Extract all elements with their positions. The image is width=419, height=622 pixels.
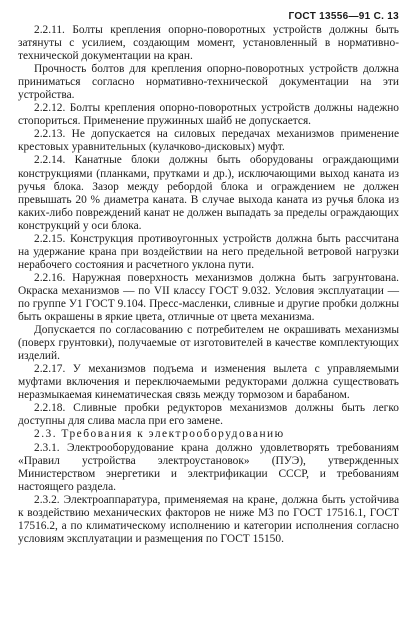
paragraph-2-2-14: 2.2.14. Канатные блоки должны быть оборудованы ограждающими конструкциями (планками, прутками и др.), исключающими выход каната из ручья блока. Зазор между ребордой блока и ограждением не должен превышать 20 % диаметра каната. В случае выхода каната из ручья блока из каких-либо повреждений канат не должен выпадать за пределы ограждающих конструкций у оси блока. <box>18 154 399 232</box>
paragraph-2-2-15: 2.2.15. Конструкция противоугонных устройств должна быть рассчитана на удержание крана при воздействии на него предельной ветровой нагрузки нерабочего состояния и расчетного уклона пути. <box>18 232 399 271</box>
paragraph-bolt-strength: Прочность болтов для крепления опорно-поворотных устройств должна приниматься согласно нормативно-технической документации на эти устройства. <box>18 63 399 102</box>
paragraph-painting-exception: Допускается по согласованию с потребителем не окрашивать механизмы (поверх грунтовки), получаемые от изготовителей в качестве комплектующих изделий. <box>18 324 399 363</box>
paragraph-2-2-16: 2.2.16. Наружная поверхность механизмов должна быть загрунтована. Окраска механизмов — по VII классу ГОСТ 9.032. Условия эксплуатации — по группе У1 ГОСТ 9.104. Пресс-масленки, сливные и другие пробки должны быть окрашены в яркие цвета, отличные от цвета механизма. <box>18 271 399 324</box>
page-header: ГОСТ 13556—91 С. 13 <box>288 11 399 22</box>
section-heading-2-3: 2.3. Требования к электрооборудованию <box>34 428 285 441</box>
paragraph-2-3-1: 2.3.1. Электрооборудование крана должно удовлетворять требованиям «Правил устройства электроустановок» (ПУЭ), утвержденных Министерством энергетики и электрификации СССР, и требованиям настоящего раздела. <box>18 441 399 493</box>
paragraph-2-2-12: 2.2.12. Болты крепления опорно-поворотных устройств должны надежно стопориться. Применение пружинных шайб не допускается. <box>18 102 399 128</box>
paragraph-2-2-13: 2.2.13. Не допускается на силовых передачах механизмов применение крестовых уравнительных (кулачково-дисковых) муфт. <box>18 128 399 154</box>
paragraph-2-2-17: 2.2.17. У механизмов подъема и изменения вылета с управляемыми муфтами включения и переключаемыми редукторами должна существовать неразмыкаемая кинематическая связь между тормозом и барабаном. <box>18 363 399 402</box>
paragraph-2-2-18: 2.2.18. Сливные пробки редукторов механизмов должны быть легко доступны для слива масла при его замене. <box>18 402 399 428</box>
paragraph-2-3-2: 2.3.2. Электроаппаратура, применяемая на кране, должна быть устойчива к воздействию механических факторов не ниже М3 по ГОСТ 17516.1, ГОСТ 17516.2, а по климатическому исполнению и категории исполнения согласно условиям эксплуатации и размещения по ГОСТ 15150. <box>18 493 399 545</box>
paragraph-2-2-11: 2.2.11. Болты крепления опорно-поворотных устройств должны быть затянуты с усилием, создающим момент, установленный в нормативно-технической документации на кран. <box>18 24 399 63</box>
